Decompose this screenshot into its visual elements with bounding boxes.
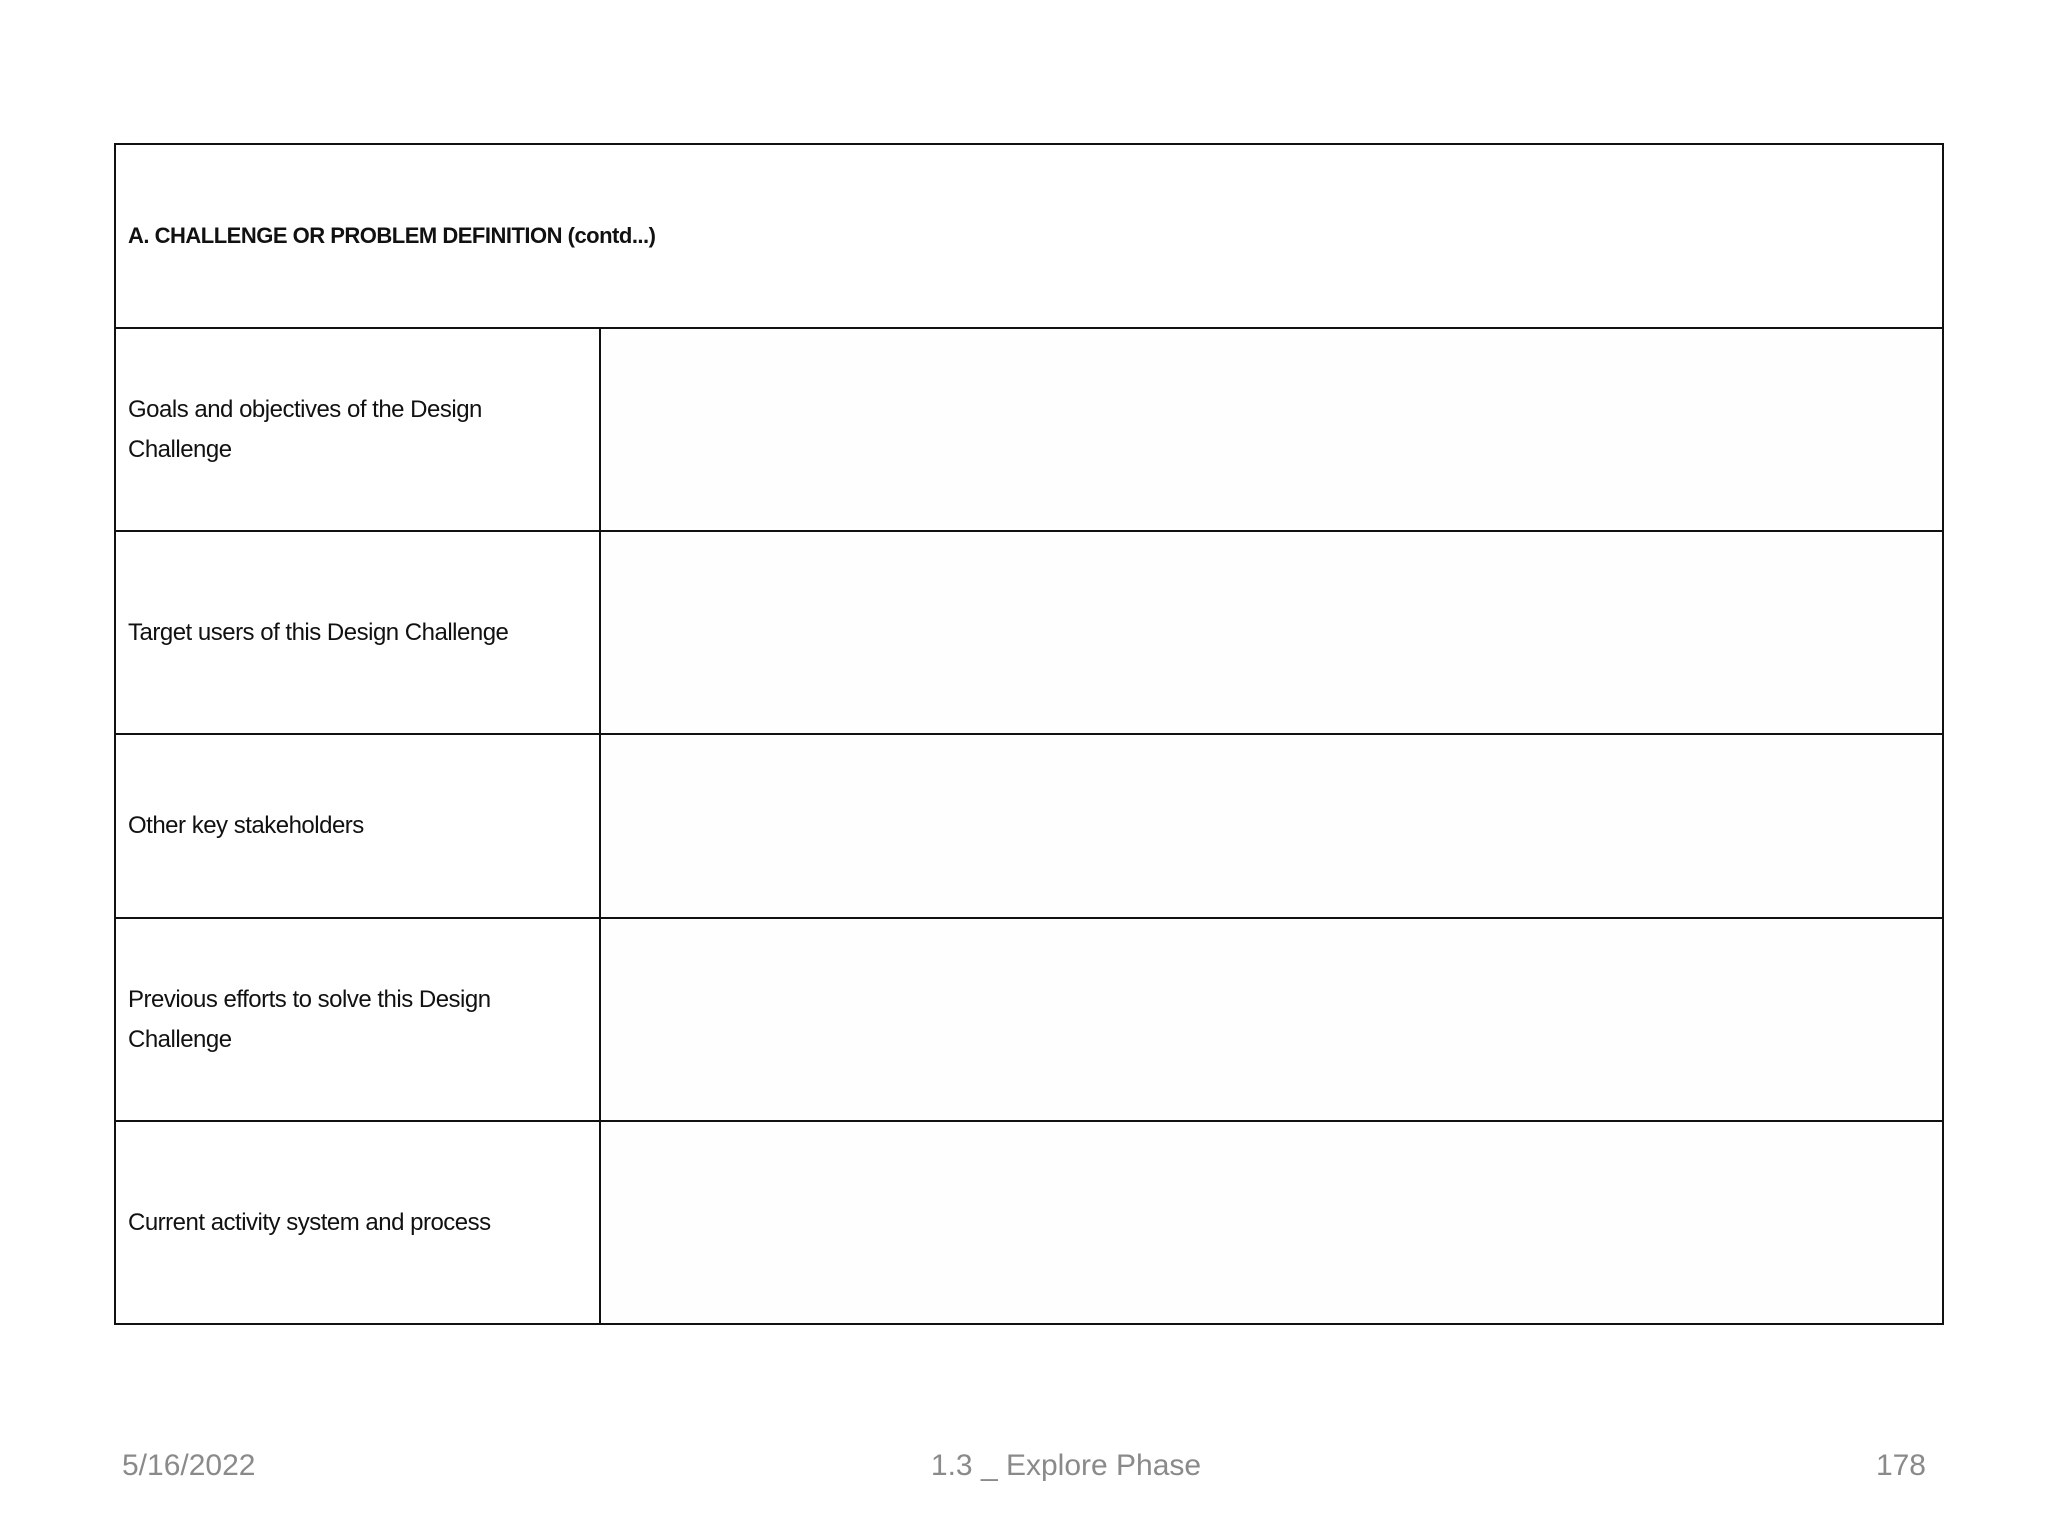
table-row-goals [116, 329, 1942, 532]
row-value-field[interactable] [601, 329, 1942, 530]
row-label-cell [116, 1122, 601, 1323]
row-label-cell [116, 735, 601, 917]
footer-page-number: 178 [1875, 1449, 1926, 1482]
footer-title: 1.3 _ Explore Phase [930, 1449, 1202, 1482]
row-label: Previous efforts to solve this Design Challenge [128, 985, 491, 1053]
row-label-cell [116, 532, 601, 733]
table-row-current-activity [116, 1122, 1942, 1323]
row-label: Other key stakeholders [128, 812, 364, 839]
row-label-cell [116, 919, 601, 1120]
section-header [116, 145, 1942, 329]
section-title: A. CHALLENGE OR PROBLEM DEFINITION (contd...) [128, 223, 656, 248]
footer-title-wrap [0, 1444, 2048, 1488]
row-value-field[interactable] [601, 735, 1942, 917]
row-value-field[interactable] [601, 532, 1942, 733]
row-value-field[interactable] [601, 1122, 1942, 1323]
row-label: Current activity system and process [128, 1208, 491, 1236]
table-row-stakeholders [116, 735, 1942, 919]
row-label: Target users of this Design Challenge [128, 618, 509, 646]
table-row-previous-efforts [116, 919, 1942, 1122]
challenge-definition-table [114, 143, 1944, 1325]
row-label: Goals and objectives of the Design Challenge [128, 395, 482, 463]
table-row-target-users [116, 532, 1942, 735]
row-label-cell [116, 329, 601, 530]
row-value-field[interactable] [601, 919, 1942, 1120]
footer-date: 5/16/2022 [122, 1449, 256, 1482]
